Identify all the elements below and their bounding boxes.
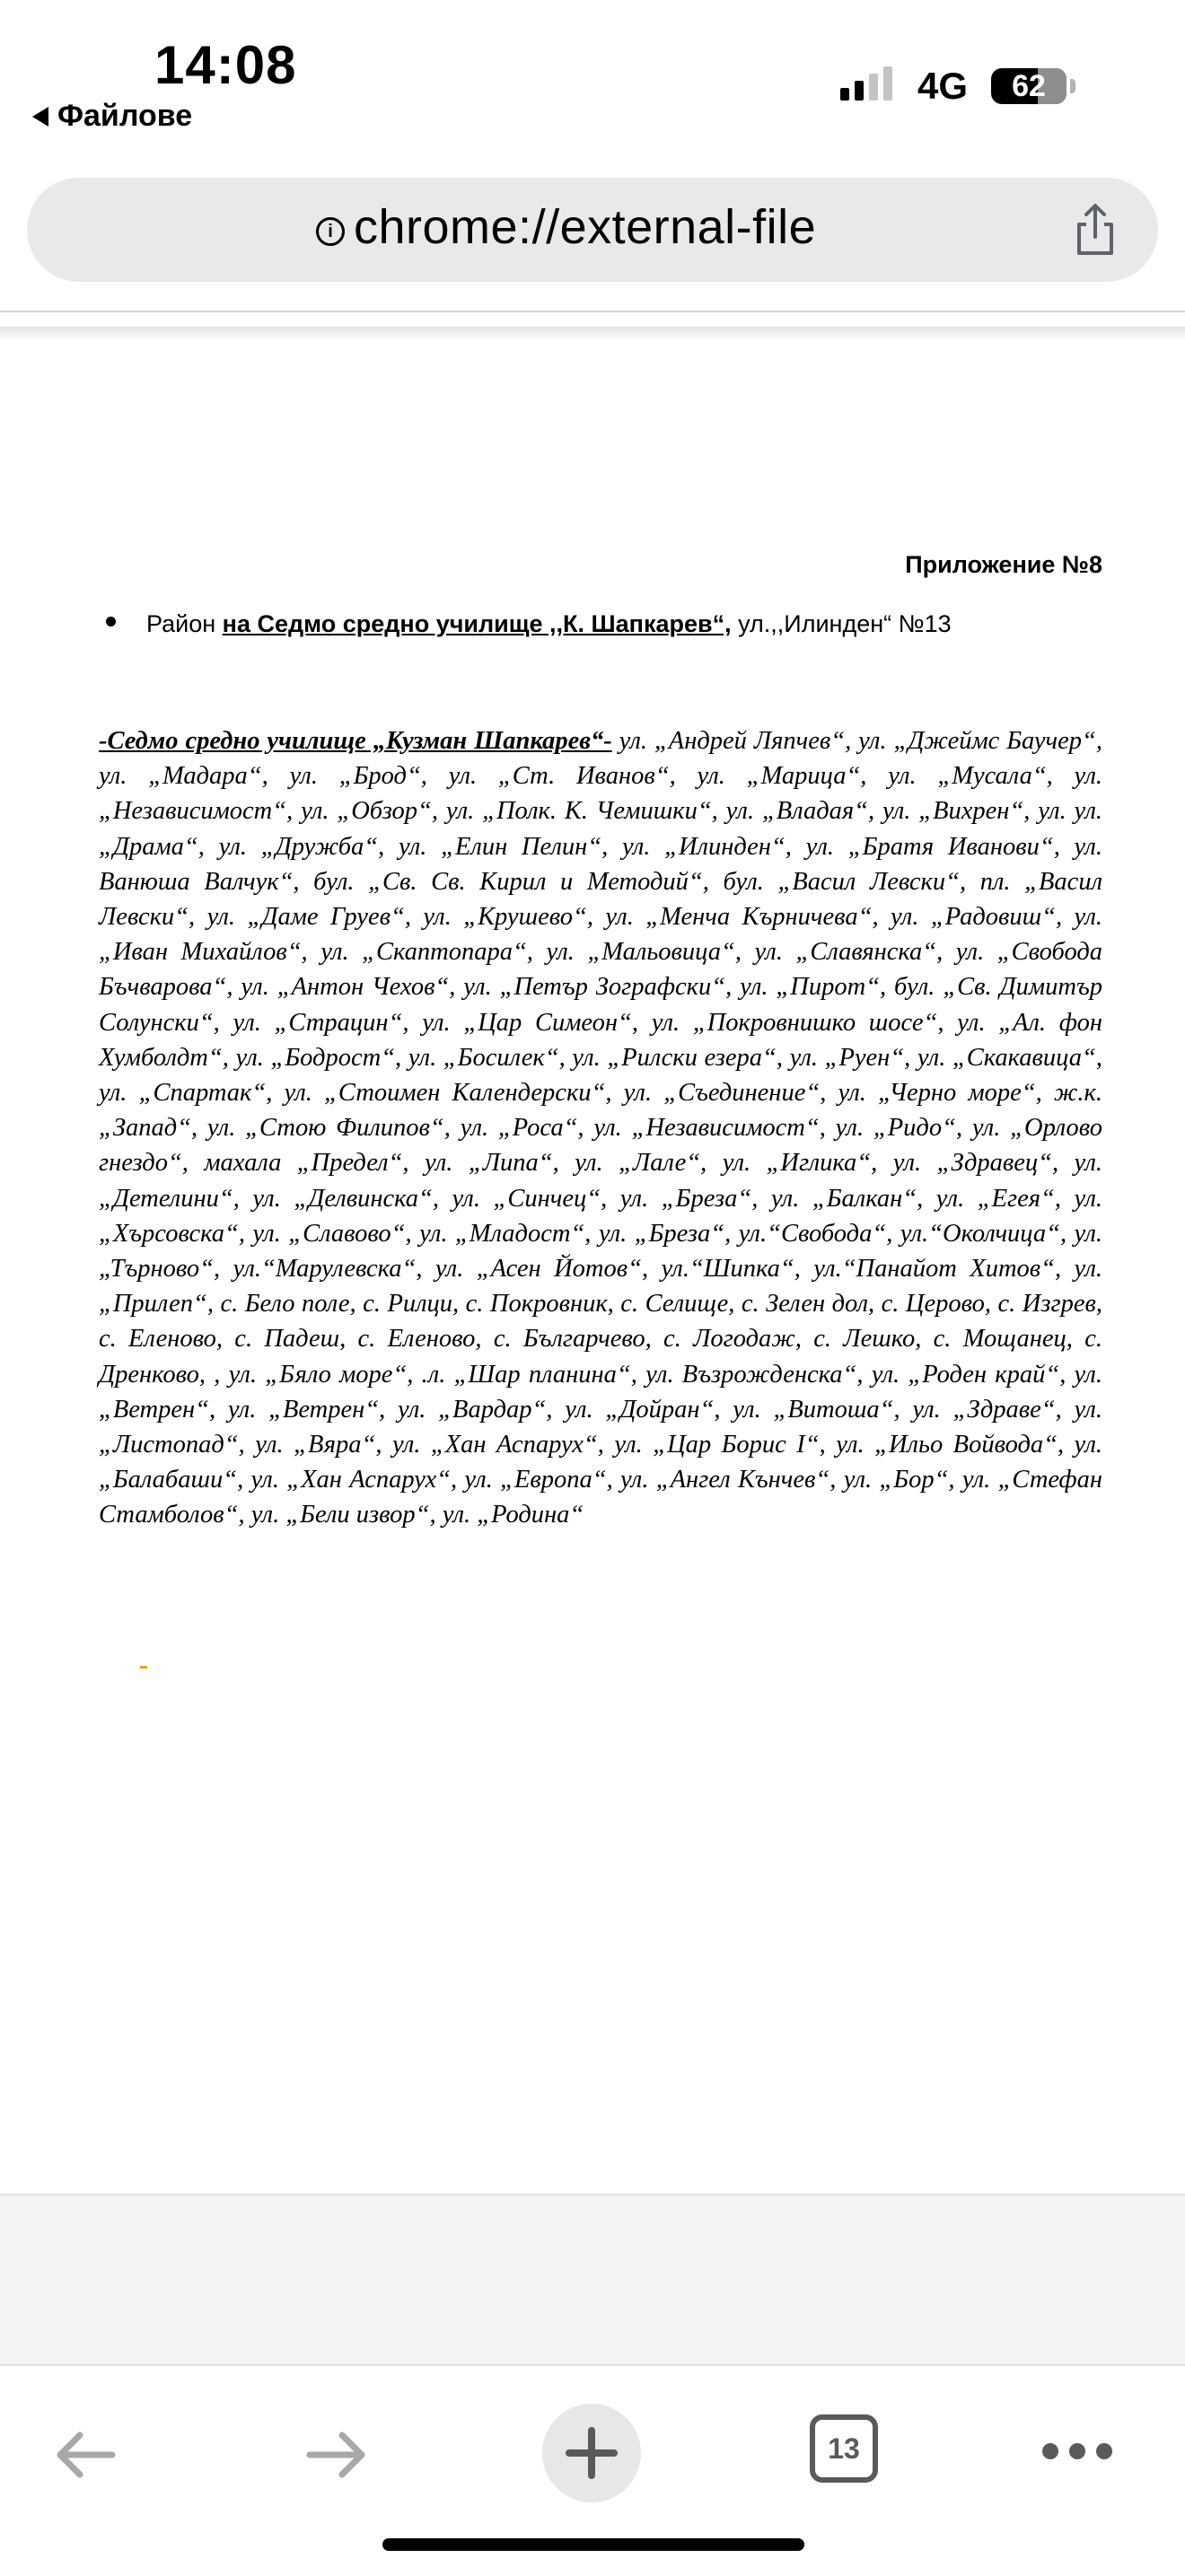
appendix-heading: Приложение №8 [905,551,1102,578]
bullet-icon [106,617,116,626]
more-menu-button[interactable] [1041,2438,1113,2465]
network-type: 4G [917,65,969,107]
street-list-paragraph [99,723,1102,1533]
toolbar-divider [0,311,1185,312]
document-top-shadow [0,327,1185,339]
cellular-signal-icon [840,66,892,101]
new-tab-button[interactable] [542,2404,641,2502]
plus-icon [564,2425,619,2481]
battery-percent: 62 [1012,68,1046,103]
back-triangle-icon [32,107,48,127]
document-page [0,339,1185,2194]
school-heading: -Седмо средно училище „Кузман Шапкарев“- [99,727,612,755]
street-list: ул. „Андрей Ляпчев“, ул. „Джеймс Баучер“, ул. „Мадара“, ул. „Брод“, ул. „Ст. Иванов“, ул. „Марица“, ул. „Мусала“, ул. „Независимост“, ул. „Обзор“, ул. „Полк. К. Чемишки“, ул. „Владая“, ул. „Вихрен“, ул. ул. „Драма“, ул. „Дружба“, ул. „Елин Пелин“, ул. „Илинден“, ул. „Братя Иванови“, ул. Ванюша Валчук“, бул. „Св. Св. Кирил и Методий“, бул. „Васил Левски“, пл. „Васил Левски“, ул. „Даме Груев“, ул. „Крушево“, ул. „Менча Кърничева“, ул. „Радовиш“, ул. „Иван Михайлов“, ул. „Скаптопара“, ул. „Мальовица“, ул. „Славянска“, ул. „Свобода Бъчварова“, ул. „Антон Чехов“, ул. „Петър Зографски“, ул. „Пирот“, бул. „Св. Димитър Солунски“, ул. „Страцин“, ул. „Цар Симеон“, ул. „Покровнишко шосе“, ул. „Ал. фон Хумболдт“, ул. „Бодрост“, ул. „Босилек“, ул. „Рилски езера“, ул. „Руен“, ул. „Скакавица“, ул. „Спартак“, ул. „Стоимен Календерски“, ул. „Съединение“, ул. „Черно море“, ж.к. „Запад“, ул. „Стою Филипов“, ул. „Роса“, ул. „Независимост“, ул. „Ридо“, ул. „Орлово гнездо“, махала „Предел“, ул. „Липа“, ул. „Лале“, ул. „Иглика“, ул. „Здравец“, ул. „Детелини“, ул. „Делвинска“, ул. „Синчец“, ул. „Бреза“, ул. „Балкан“, ул. „Егея“, ул. „Хърсовска“, ул. „Славово“, ул. „Младост“, ул. „Бреза“, ул.“Свобода“, ул.“Околчица“, ул. „Търново“, ул.“Марулевска“, ул. „Асен Йотов“, ул.“Шипка“, ул.“Панайот Хитов“, ул. „Прилеп“, с. Бело поле, с. Рилци, с. Покровник, с. Селище, с. Зелен дол, с. Церово, с. Изгрев, с. Еленово, с. Падеш, с. Еленово, с. Българчево, с. Логодаж, с. Лешко, с. Мощанец, с. Дренково, , ул. „Бяло море“, .л. „Шар планина“, ул. Възрожденска“, ул. „Роден край“, ул. „Ветрен“, ул. „Ветрен“, ул. „Вардар“, ул. „Дойран“, ул. „Витоша“, ул. „Здраве“, ул. „Листопад“, ул. „Вяра“, ул. „Хан Аспарух“, ул. „Цар Борис I“, ул. „Ильо Войвода“, ул. „Балабаши“, ул. „Хан Аспарух“, ул. „Европа“, ул. „Ангел Кънчев“, ул. „Бор“, ул. „Стефан Стамболов“, ул. „Бели извор“, ул. „Родина“ [99,727,1103,1529]
back-to-app-link[interactable] [32,99,192,134]
battery-icon [991,68,1066,104]
status-bar [0,0,1185,153]
district-address: ул.,,Илинден“ №13 [731,610,952,637]
share-icon[interactable] [1068,201,1122,258]
district-prefix: Район [146,610,223,637]
home-indicator[interactable] [382,2538,804,2551]
district-school: на Седмо средно училище ,,К. Шапкарев“, [222,610,732,637]
url-text[interactable]: chrome://external-file [354,200,817,254]
more-dot-icon [1069,2443,1085,2459]
battery-cap [1070,79,1075,93]
more-dot-icon [1096,2443,1112,2459]
back-button[interactable] [45,2414,126,2495]
tab-switcher-button[interactable]: 13 [810,2414,878,2483]
back-to-app-label: Файлове [57,99,193,133]
district-line [106,610,952,638]
page-background-area [0,2194,1185,2366]
status-time: 14:08 [154,35,297,95]
arrow-right-icon [301,2419,373,2491]
more-dot-icon [1042,2443,1058,2459]
forward-button[interactable] [296,2414,377,2495]
site-info-icon[interactable]: i [316,217,345,246]
arrow-left-icon [49,2419,121,2491]
stray-mark [140,1666,147,1669]
